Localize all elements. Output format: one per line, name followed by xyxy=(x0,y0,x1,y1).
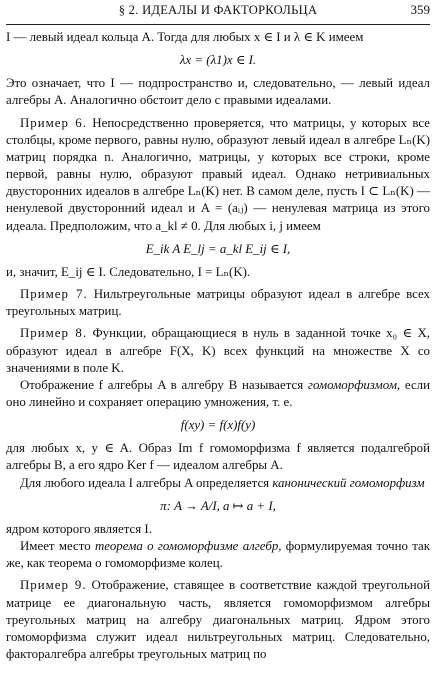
example-text: Отображение, ставящее в соответствие каждой треугольной матрице ее диагональную часть, является гомоморфизмом алгебры треугольных матриц на алгебру диагональных матриц. Ядром этого гомоморфизма служит идеал нильтреугольных матриц. Следовательно, факторалгебра алгебры треугольных матриц по xyxy=(6,578,430,661)
equation: λx = (λ1)x ∈ I. xyxy=(179,53,257,68)
definition-paragraph xyxy=(6,377,430,411)
text-run: Отображение f алгебры A в алгебру B называется xyxy=(20,377,308,392)
defined-term: канонический гомоморфизм xyxy=(272,475,425,490)
text-run: , формулируемая точно так же, как теорема о гомоморфизме колец. xyxy=(6,539,430,571)
defined-term: теорема о гомоморфизме алгебр xyxy=(94,539,279,554)
example-label: Пример 6. xyxy=(20,115,87,130)
example-text: Нильтреугольные матрицы образуют идеал в алгебре всех треугольных матриц. xyxy=(6,287,430,319)
theorem-paragraph xyxy=(6,538,430,572)
paragraph: ядром которого является I. xyxy=(6,521,152,536)
page-body xyxy=(6,29,430,663)
section-title: § 2. ИДЕАЛЫ И ФАКТОРКОЛЬЦА xyxy=(118,3,318,17)
example-text: Непосредственно проверяется, что матрицы, у которых все столбцы, кроме первого, равны нулю, образуют левый идеал в алгебре Lₙ(K) матриц порядка n. Аналогично, матрицы, у которых все строки, кроме первой, равны нулю, образуют правый идеал. Однако нетривиальных двусторонних идеалов в алгебре Lₙ(K) нет. В самом деле, пусть I ⊂ Lₙ(K) — ненулевой двусторонний идеал и A = (aᵢⱼ) — ненулевая матрица из этого идеала. Предположим, что a_kl ≠ 0. Для любых i, j имеем xyxy=(6,115,431,233)
equation: f(xy) = f(x)f(y) xyxy=(180,418,256,433)
example-text: Функции, обращающиеся в нуль в заданной точке x₀ ∈ X, образуют идеал в алгебре F(X, K) всех функций на множестве X со значениями в поле K. xyxy=(6,326,430,375)
example-9 xyxy=(6,577,430,663)
example-label: Пример 8. xyxy=(20,326,88,341)
text-run: Имеет место xyxy=(20,539,95,554)
paragraph: и, значит, E_ij ∈ I. Следовательно, I = Lₙ(K). xyxy=(6,264,251,279)
running-header xyxy=(6,0,430,25)
equation: π: A → A/I, a ↦ a + I, xyxy=(160,498,276,513)
definition-paragraph xyxy=(6,475,430,492)
paragraph: для любых x, y ∈ A. Образ Im f гомоморфизма f является подалгеброй алгебры B, а его ядро Ker f — идеалом алгебры A. xyxy=(6,441,430,473)
text-run: , если оно линейно и сохраняет операцию умножения, т. е. xyxy=(6,377,431,409)
example-6 xyxy=(6,115,430,235)
paragraph: Это означает, что I — подпространство и, следовательно, — левый идеал алгебры A. Аналогично обстоит дело с правыми идеалами. xyxy=(6,76,430,108)
example-label: Пример 9. xyxy=(20,578,87,593)
example-8 xyxy=(6,325,430,376)
paragraph: I — левый идеал кольца A. Тогда для любых x ∈ I и λ ∈ K имеем xyxy=(6,30,364,44)
equation: E_ik A E_lj = a_kl E_ij ∈ I, xyxy=(145,241,291,256)
example-label: Пример 7. xyxy=(20,287,88,302)
text-run: Для любого идеала I алгебры A определяется xyxy=(20,475,273,490)
example-7 xyxy=(6,286,430,320)
defined-term: гомоморфизмом xyxy=(307,377,397,392)
page-number: 359 xyxy=(410,2,430,17)
